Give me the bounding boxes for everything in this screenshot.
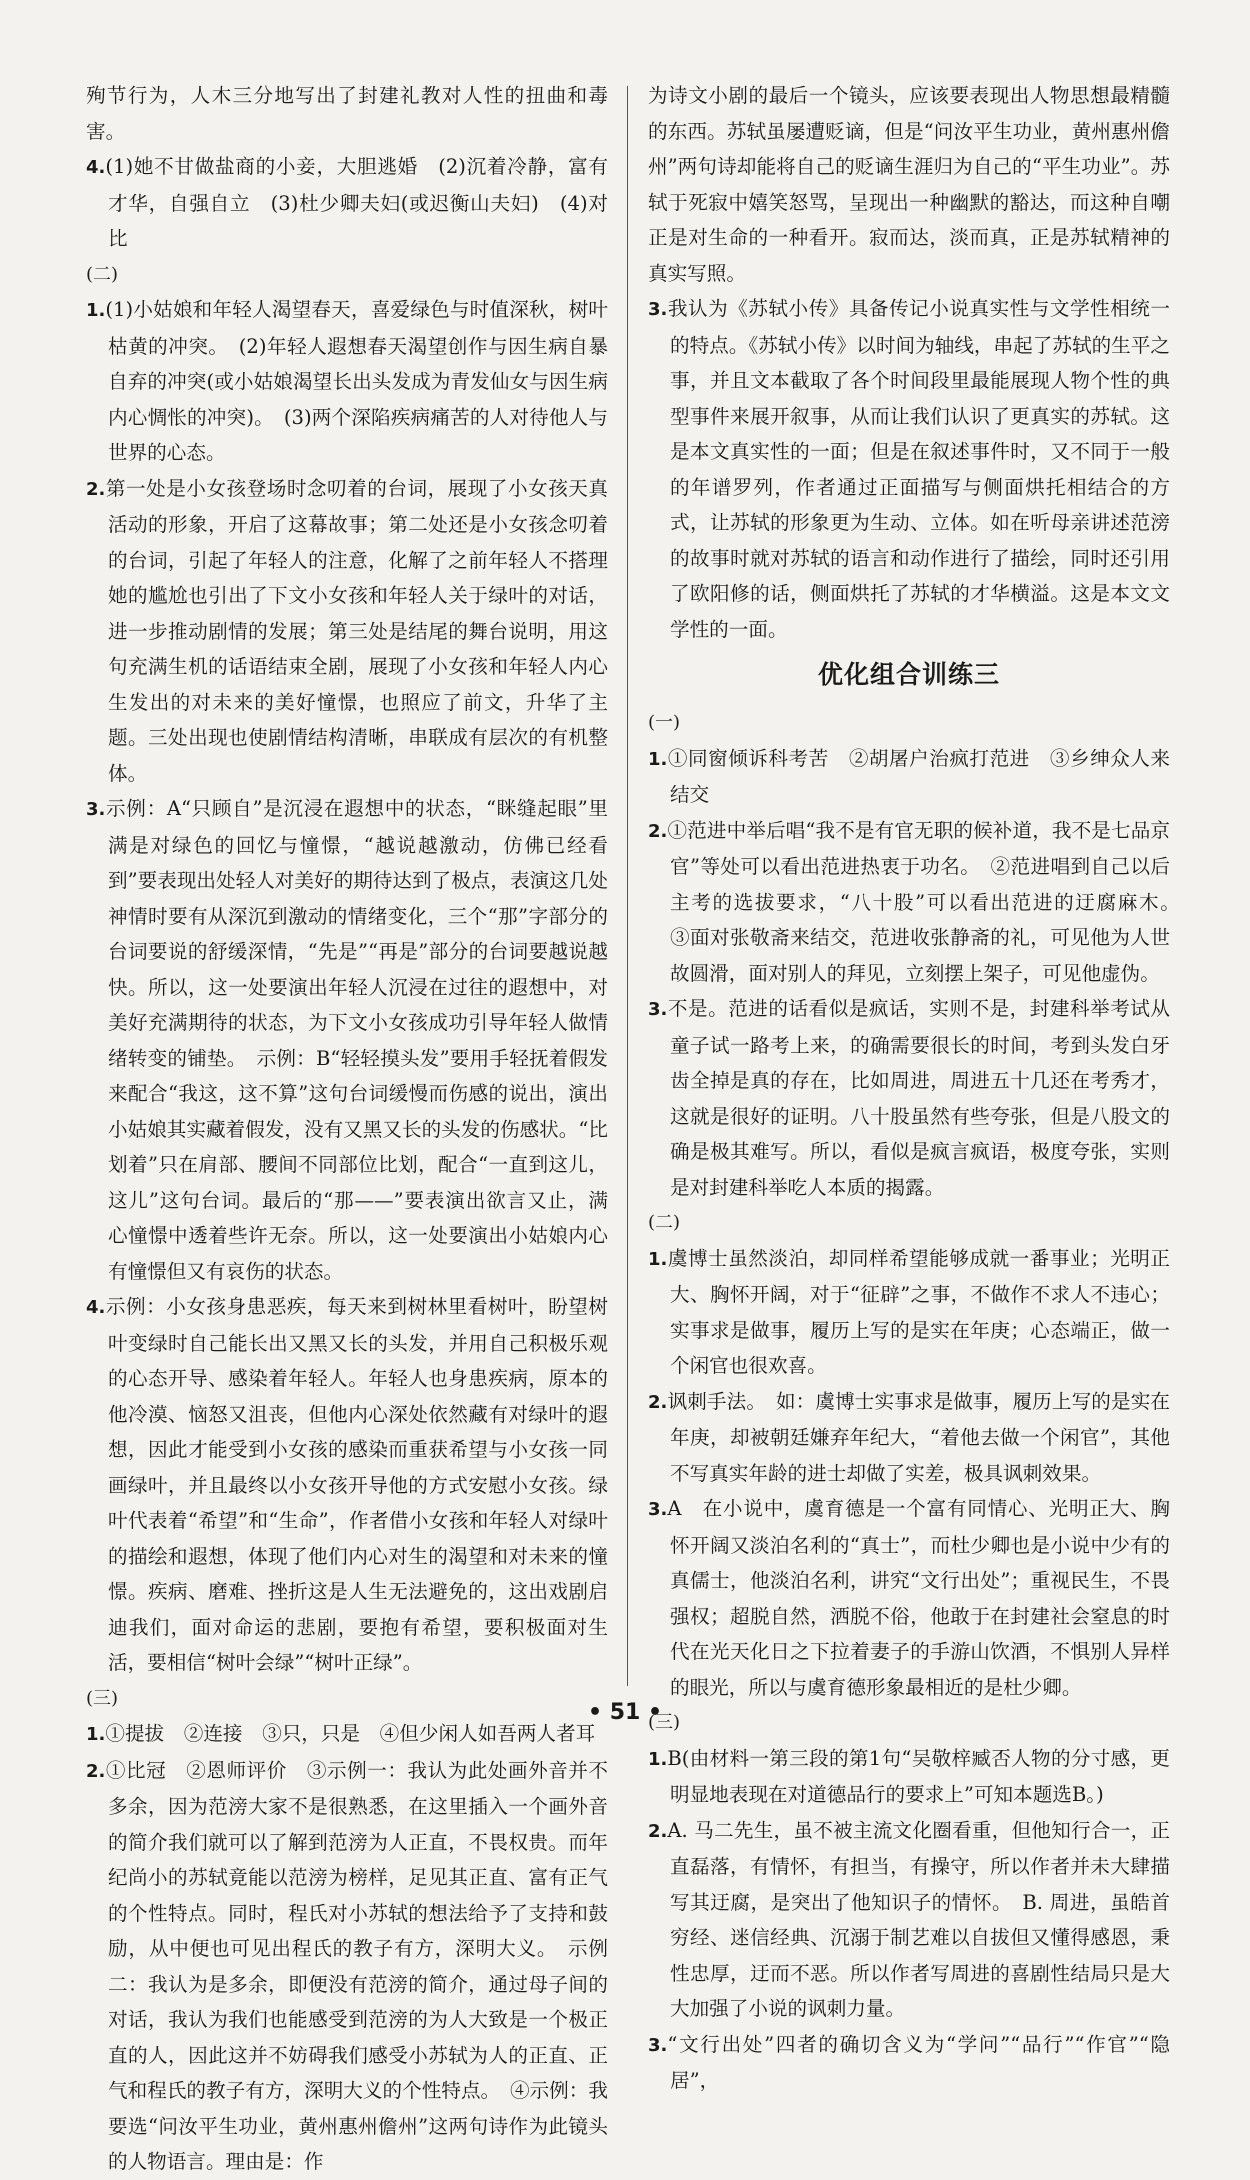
answer-item <box>648 1491 1170 1705</box>
answer-list-a <box>86 149 608 257</box>
answer-text: (1)她不甘做盐商的小妾，大胆逃婚 (2)沉着冷静，富有才华，自强自立 (3)杜少卿夫妇(或迟衡山夫妇) (4)对比 <box>105 155 608 250</box>
answer-list-d <box>648 1741 1170 2099</box>
answer-text: A 在小说中，虞育德是一个富有同情心、光明正大、胸怀开阔又淡泊名利的“真士”，而杜少卿也是小说中少有的真儒士，他淡泊名利，讲究“文行出处”；重视民生，不畏强权；超脱自然，洒脱不俗，他敢于在封建社会窒息的时代在光天化日之下拉着妻子的手游山饮酒，不惧别人异样的眼光，所以与虞育德形象最相近的是杜少卿。 <box>667 1497 1170 1699</box>
answer-text: A. 马二先生，虽不被主流文化圈看重，但他知行合一，正直磊落，有情怀，有担当，有操守，所以作者并未大肆描写其迂腐，是突出了他知识子的情怀。 B. 周进，虽皓首穷经、迷信经典、沉溺于制艺难以自拔但又懂得感恩，秉性忠厚，迂而不恶。所以作者写周进的喜剧性结局只是大大加强了小说的讽刺力量。 <box>667 1818 1170 2020</box>
answer-item <box>86 1289 608 1681</box>
answer-number: 3. <box>86 799 106 820</box>
answer-text: (1)小姑娘和年轻人渴望春天，喜爱绿色与时值深秋，树叶枯黄的冲突。 (2)年轻人遐想春天渴望创作与因生病自暴自弃的冲突(或小姑娘渴望长出头发成为青发仙女与因生病内心惆怅的冲突)。 (3)两个深陷疾病痛苦的人对待他人与世界的心态。 <box>105 298 608 464</box>
answer-number: 1. <box>648 1748 668 1770</box>
answer-text: “文行出处”四者的确切含义为“学问”“品行”“作官”“隐居”， <box>667 2032 1170 2092</box>
answer-item <box>86 791 608 1289</box>
answer-number: 2. <box>86 1760 106 1782</box>
answer-text: 讽刺手法。 如：虞博士实事求是做事，履历上写的是实在年庚，却被朝廷嫌弃年纪大，“着他去做一个闲官”，其他不写真实年龄的进士却做了实差，极具讽刺效果。 <box>667 1389 1170 1485</box>
answer-text: ①同窗倾诉科考苦 ②胡屠户治疯打范进 ③乡绅众人来结交 <box>667 746 1170 806</box>
answer-number: 2. <box>648 820 668 842</box>
answer-text: B(由材料一第三段的第1句“吴敬梓臧否人物的分寸感，更明显地表现在对道德品行的要求上”可知本题选B。) <box>667 1746 1170 1806</box>
answer-text: 不是。范进的话看似是疯话，实则不是，封建科举考试从童子试一路考上来，的确需要很长的时间，考到头发白牙齿全掉是真的存在，比如周进，周进五十几还在考秀才，这就是很好的证明。八十股虽然有些夸张，但是八股文的确是极其难写。所以，看似是疯言疯语，极度夸张，实则是对封建科举吃人本质的揭露。 <box>667 997 1170 1199</box>
answer-text: ①范进中举后唱“我不是有官无职的候补道，我不是七品京官”等处可以看出范进热衷于功名。 ②范进唱到自己以后主考的选拔要求，“八十股”可以看出范进的迂腐麻木。 ③面对张敬斋来结交，范进收张静斋的礼，可见他为人世故圆滑，面对别人的拜见，立刻摆上架子，可见他虚伪。 <box>667 818 1190 985</box>
section-title: 优化组合训练三 <box>817 660 1000 689</box>
answer-item <box>648 813 1190 992</box>
page-number: • 51 • <box>587 1700 663 1725</box>
right-column <box>648 78 1190 2099</box>
answer-number: 4. <box>86 157 106 178</box>
answer-list-c <box>648 1241 1170 1706</box>
answer-number: 4. <box>86 1297 106 1318</box>
answer-number: 1. <box>648 748 668 770</box>
left-column <box>86 78 608 2180</box>
answer-list-b <box>86 292 608 1681</box>
continued-paragraph: 为诗文小剧的最后一个镜头，应该要表现出人物思想最精髓的东西。苏轼虽屡遭贬谪，但是“问汝平生功业，黄州惠州儋州”两句诗却能将自己的贬谪生涯归为自己的“平生功业”。苏轼于死寂中嬉笑怒骂，呈现出一种幽默的豁达，而这种自嘲正是对生命的一种看开。寂而达，淡而真，正是苏轼精神的真实写照。 <box>648 84 1170 285</box>
column-divider <box>627 86 628 1686</box>
answer-number: 1. <box>86 1724 106 1745</box>
answer-number: 1. <box>86 300 106 321</box>
intro-paragraph: 殉节行为，人木三分地写出了封建礼教对人性的扭曲和毒害。 <box>86 84 608 143</box>
section-heading-3: (三) <box>86 1687 119 1709</box>
section-heading-3: (三) <box>648 1712 681 1733</box>
answer-text: 虞博士虽然淡泊，却同样希望能够成就一番事业；光明正大、胸怀开阔，对于“征辟”之事，不做作不求人不违心；实事求是做事，履历上写的是实在年庚；心态端正，做一个闲官也很欢喜。 <box>667 1246 1170 1377</box>
answer-number: 3. <box>648 999 668 1020</box>
answer-text: 我认为《苏轼小传》具备传记小说真实性与文学性相统一的特点。《苏轼小传》以时间为轴线，串起了苏轼的生平之事，并且文本截取了各个时间段里最能展现人物个性的典型事件来展开叙事，从而让我们认识了更真实的苏轼。这是本文真实性的一面；但是在叙述事件时，又不同于一般的年谱罗列，作者通过正面描写与侧面烘托相结合的方式，让苏轼的形象更为生动、立体。如在听母亲讲述范滂的故事时就对苏轼的语言和动作进行了描绘，同时还引用了欧阳修的话，侧面烘托了苏轼的才华横溢。这是本文文学性的一面。 <box>667 297 1170 641</box>
answer-text: 示例：小女孩身患恶疾，每天来到树林里看树叶，盼望树叶变绿时自己能长出又黑又长的头发，并用自己积极乐观的心态开导、感染着年轻人。年轻人也身患疾病，原本的他冷漠、恼怒又沮丧，但他内心深处依然藏有对绿叶的遐想，因此才能受到小女孩的感染而重获希望与小女孩一同画绿叶，并且最终以小女孩开导他的方式安慰小女孩。绿叶代表着“希望”和“生命”，作者借小女孩和年轻人对绿叶的描绘和遐想，体现了他们内心对生的渴望和对未来的憧憬。疾病、磨难、挫折这是人生无法避免的，这出戏剧启迪我们，面对命运的悲剧，要抱有希望，要积极面对生活，要相信“树叶会绿”“树叶正绿”。 <box>105 1295 608 1674</box>
answer-number: 1. <box>648 1248 668 1270</box>
answer-item <box>648 1241 1170 1384</box>
section-heading-2: (二) <box>648 1212 681 1233</box>
answer-item <box>86 292 608 471</box>
answer-number: 2. <box>648 1820 668 1842</box>
answer-number: 3. <box>648 1499 668 1520</box>
answer-text: ①提拔 ②连接 ③只，只是 ④但少闲人如吾两人者耳 <box>105 1722 596 1745</box>
answer-number: 2. <box>86 478 106 500</box>
section-heading-1: (一) <box>648 712 681 733</box>
answer-item <box>648 1813 1170 2027</box>
answer-list-c <box>86 1716 608 2180</box>
section-heading-2: (二) <box>86 263 119 285</box>
answer-number: 3. <box>648 299 668 320</box>
answer-number: 2. <box>648 1391 668 1413</box>
answer-text: 示例：A“只顾自”是沉浸在遐想中的状态，“眯缝起眼”里满是对绿色的回忆与憧憬，“越说越激动，仿佛已经看到”要表现出处轻人对美好的期待达到了极点，表演这几处神情时要有从深沉到激动的情绪变化，三个“那”字部分的台词要说的舒缓深情，“先是”“再是”部分的台词要越说越快。所以，这一处要演出年轻人沉浸在过往的遐想中，对美好充满期待的状态，为下文小女孩成功引导年轻人做情绪转变的铺垫。 示例：B“轻轻摸头发”要用手轻抚着假发来配合“我这，这不算”这句台词缓慢而伤感的说出，演出小姑娘其实藏着假发，没有又黑又长的头发的伤感状。“比划着”只在肩部、腰间不同部位比划，配合“一直到这儿，这儿”这句台词。最后的“那——”要表演出欲言又止，满心憧憬中透着些许无奈。所以，这一处要演出小姑娘内心有憧憬但又有哀伤的状态。 <box>105 797 608 1283</box>
answer-text: 第一处是小女孩登场时念叨着的台词，展现了小女孩天真活动的形象，开启了这幕故事；第二处还是小女孩念叨着的台词，引起了年轻人的注意，化解了之前年轻人不搭理她的尴尬也引出了下文小女孩和年轻人关于绿叶的对话，进一步推动剧情的发展；第三处是结尾的舞台说明，用这句充满生机的话语结束全剧，展现了小女孩和年轻人内心生发出的对未来的美好憧憬，也照应了前文，升华了主题。三处出现也使剧情结构清晰，串联成有层次的有机整体。 <box>105 476 608 785</box>
answer-item <box>648 741 1170 813</box>
answer-item <box>648 991 1170 1205</box>
answer-item <box>648 291 1170 647</box>
answer-item <box>648 2027 1170 2099</box>
answer-item <box>648 1384 1170 1492</box>
answer-text: ①比冠 ②恩师评价 ③示例一：我认为此处画外音并不多余，因为范滂大家不是很熟悉，在这里插入一个画外音的简介我们就可以了解到范滂为人正直，不畏权贵。而年纪尚小的苏轼竟能以范滂为榜样，足见其正直、富有正气的个性特点。同时，程氏对小苏轼的想法给予了支持和鼓励，从中便也可见出程氏的教子有方，深明大义。 示例二：我认为是多余，即便没有范滂的简介，通过母子间的对话，我认为我们也能感受到范滂的为人大致是一个极正直的人，因此这并不妨碍我们感受小苏轼为人的正直、正气和程氏的教子有方，深明大义的个性特点。 ④示例：我要选“问汝平生功业，黄州惠州儋州”这两句诗作为此镜头的人物语言。理由是：作 <box>105 1758 608 2173</box>
answer-list-b <box>648 741 1190 1206</box>
answer-item <box>86 471 608 792</box>
answer-item <box>648 1741 1170 1813</box>
answer-item <box>86 1753 608 2180</box>
answer-number: 3. <box>648 2034 668 2056</box>
answer-item <box>86 149 608 257</box>
answer-list-a <box>648 291 1170 647</box>
